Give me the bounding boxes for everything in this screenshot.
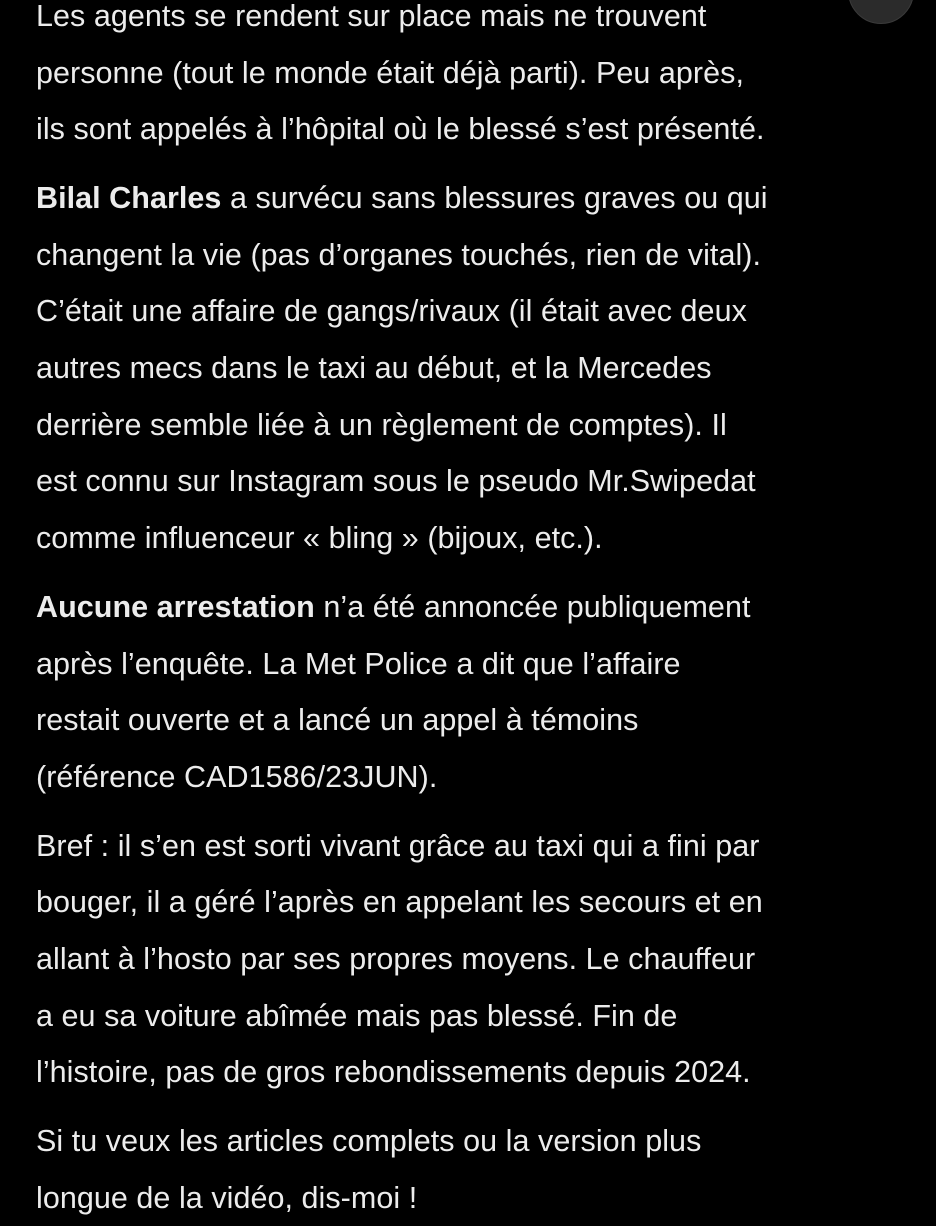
text-line — [36, 510, 916, 567]
text-line — [36, 931, 916, 988]
text-line — [36, 397, 916, 454]
text-line — [36, 874, 916, 931]
text-line — [36, 692, 916, 749]
line-text: personne (tout le monde était déjà parti). Peu après, — [36, 55, 744, 90]
text-line — [36, 749, 916, 806]
line-text: l’histoire, pas de gros rebondissements depuis 2024. — [36, 1055, 751, 1090]
text-line — [36, 1044, 916, 1101]
message-paragraph — [36, 0, 916, 158]
message-paragraph — [36, 818, 916, 1101]
text-line — [36, 283, 916, 340]
bold-text: Bilal Charles — [36, 181, 222, 216]
line-text: longue de la vidéo, dis-moi ! — [36, 1180, 418, 1215]
message-paragraph — [36, 579, 916, 805]
line-text: derrière semble liée à un règlement de comptes). Il — [36, 407, 727, 442]
line-text: restait ouverte et a lancé un appel à témoins — [36, 703, 639, 738]
text-line — [36, 170, 916, 227]
message-paragraph — [36, 1113, 916, 1226]
text-line — [36, 579, 916, 636]
text-line — [36, 101, 916, 158]
text-line — [36, 818, 916, 875]
line-text: est connu sur Instagram sous le pseudo Mr.Swipedat — [36, 464, 756, 499]
text-line — [36, 0, 916, 45]
text-line — [36, 45, 916, 102]
bold-text: Aucune arrestation — [36, 589, 315, 624]
line-text: bouger, il a géré l’après en appelant les secours et en — [36, 885, 763, 920]
line-text: (référence CAD1586/23JUN). — [36, 759, 438, 794]
text-line — [36, 340, 916, 397]
line-text: autres mecs dans le taxi au début, et la Mercedes — [36, 351, 712, 386]
text-line — [36, 453, 916, 510]
line-text: ils sont appelés à l’hôpital où le blessé s’est présenté. — [36, 112, 765, 147]
text-line — [36, 636, 916, 693]
line-text: après l’enquête. La Met Police a dit que l’affaire — [36, 646, 681, 681]
assistant-message — [36, 0, 916, 1226]
text-line — [36, 227, 916, 284]
line-text: a survécu sans blessures graves ou qui — [221, 181, 768, 216]
line-text: allant à l’hosto par ses propres moyens. Le chauffeur — [36, 942, 756, 976]
line-text: Les agents se rendent sur place mais ne trouvent — [36, 0, 707, 33]
line-text: changent la vie (pas d’organes touchés, rien de vital). — [36, 237, 762, 272]
line-text: n’a été annoncée publiquement — [314, 589, 751, 624]
line-text: Si tu veux les articles complets ou la version plus — [36, 1124, 702, 1159]
text-line — [36, 1170, 916, 1226]
line-text: C’était une affaire de gangs/rivaux (il était avec deux — [36, 294, 747, 329]
message-paragraph — [36, 170, 916, 566]
text-line — [36, 988, 916, 1045]
text-line — [36, 1113, 916, 1170]
line-text: a eu sa voiture abîmée mais pas blessé. Fin de — [36, 998, 678, 1033]
line-text: Bref : il s’en est sorti vivant grâce au taxi qui a fini par — [36, 828, 760, 863]
line-text: comme influenceur « bling » (bijoux, etc.). — [36, 520, 603, 555]
